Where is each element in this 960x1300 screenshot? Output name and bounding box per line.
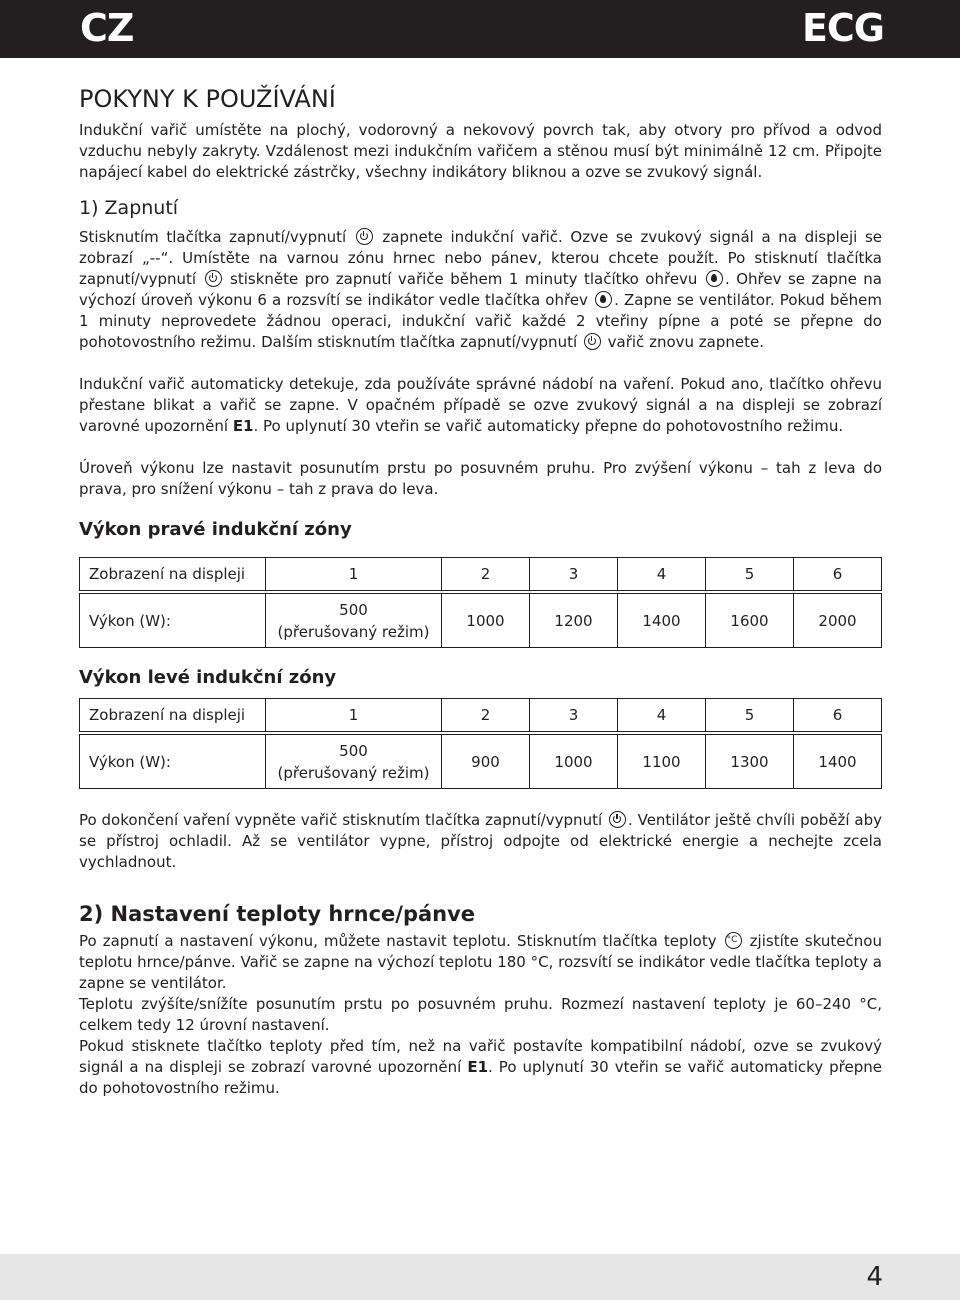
section-2-paragraph-1: Po zapnutí a nastavení výkonu, můžete nastavit teplotu. Stisknutím tlačítka teploty °C zjistíte skutečnou teplotu hrnce/pánve. Vařič se zapne na výchozí teplotu 180 °C, rozsvítí se indikátor vedle tlačítka teploty a zapne se ventilátor. [79,931,882,994]
flame-icon [595,291,612,308]
brand-logo: ECG [801,6,884,50]
power-icon [356,228,373,245]
page-title: POKYNY K POUŽÍVÁNÍ [79,85,336,113]
flame-icon [706,270,723,287]
after-tables-paragraph: Po dokončení vaření vypněte vařič stisknutím tlačítka zapnutí/vypnutí . Ventilátor ještě chvíli poběží aby se přístroj ochladil. Až se ventilátor vypne, přístroj odpojte od elektrické energie a nechejte zcela vychladnout. [79,811,882,871]
language-code: CZ [80,6,134,50]
left-zone-title: Výkon levé indukční zóny [79,667,337,688]
section-2-paragraph-3: Pokud stisknete tlačítko teploty před tím, než na vařič postavíte kompatibilní nádobí, ozve se zvukový signál a na displeji se zobrazí varovné upozornění E1. Po uplynutí 30 vteřin se vařič automaticky přepne do pohotovostního režimu. [79,1037,882,1097]
intro-paragraph: Indukční vařič umístěte na plochý, vodorovný a nekovový povrch tak, aby otvory pro přívod a odvod vzduchu nebyly zakryty. Vzdálenost mezi indukčním vařičem a stěnou musí být minimálně 12 cm. Připojte napájecí kabel do elektrické zástrčky, všechny indikátory bliknou a ozve se zvukový signál. [79,121,882,181]
table-row: Výkon (W): 500 (přerušovaný režim) 1000 1200 1400 1600 2000 [80,594,882,648]
error-code: E1 [232,417,254,435]
section-1-paragraph-1: Stisknutím tlačítka zapnutí/vypnutí zapnete indukční vařič. Ozve se zvukový signál a na displeji se zobrazí „--“. Umístěte na varnou zónu hrnec nebo pánev, kterou chcete použít. Po stisknutí tlačítka zapnutí/vypnutí stiskněte pro zapnutí vařiče během 1 minuty tlačítko ohřevu . Ohřev se zapne na výchozí úroveň výkonu 6 a rozsvítí se indikátor vedle tlačítka ohřev . Zapne se ventilátor. Pokud během 1 minuty neprovedete žádnou operaci, indukční vařič každé 2 vteřiny pípne a poté se přepne do pohotovostního režimu. Dalším stisknutím tlačítka zapnutí/vypnutí vařič znovu zapnete. [79,228,882,351]
power-icon [205,270,222,287]
header-bar [0,0,960,58]
section-1-paragraph-3: Úroveň výkonu lze nastavit posunutím prstu po posuvném pruhu. Pro zvýšení výkonu – tah z leva do prava, pro snížení výkonu – tah z prava do leva. [79,459,882,498]
table-row: Výkon (W): 500 (přerušovaný režim) 900 1000 1100 1300 1400 [80,735,882,789]
temperature-icon [725,932,742,949]
page-content [79,84,882,1099]
error-code: E1 [467,1058,489,1076]
section-1-title: 1) Zapnutí [79,197,179,219]
section-2-paragraph-2: Teplotu zvýšíte/snížíte posunutím prstu po posuvném pruhu. Rozmezí nastavení teploty je 60–240 °C, celkem tedy 12 úrovní nastavení. [79,995,882,1034]
left-zone-table [79,698,882,789]
power-icon [584,333,601,350]
page-number: 4 [866,1262,883,1292]
table-row: Zobrazení na displeji 1 2 3 4 5 6 [80,699,882,732]
table-row: Zobrazení na displeji 1 2 3 4 5 6 [80,558,882,591]
footer-bar [0,1254,960,1300]
power-icon [609,811,626,828]
section-2-title: 2) Nastavení teploty hrnce/pánve [79,902,476,926]
section-1-paragraph-2: Indukční vařič automaticky detekuje, zda používáte správné nádobí na vaření. Pokud ano, tlačítko ohřevu přestane blikat a vařič se zapne. V opačném případě se ozve zvukový signál a na displeji se zobrazí varovné upozornění E1. Po uplynutí 30 vteřin se vařič automaticky přepne do pohotovostního režimu. [79,375,882,435]
right-zone-title: Výkon pravé indukční zóny [79,519,352,540]
right-zone-table [79,557,882,648]
